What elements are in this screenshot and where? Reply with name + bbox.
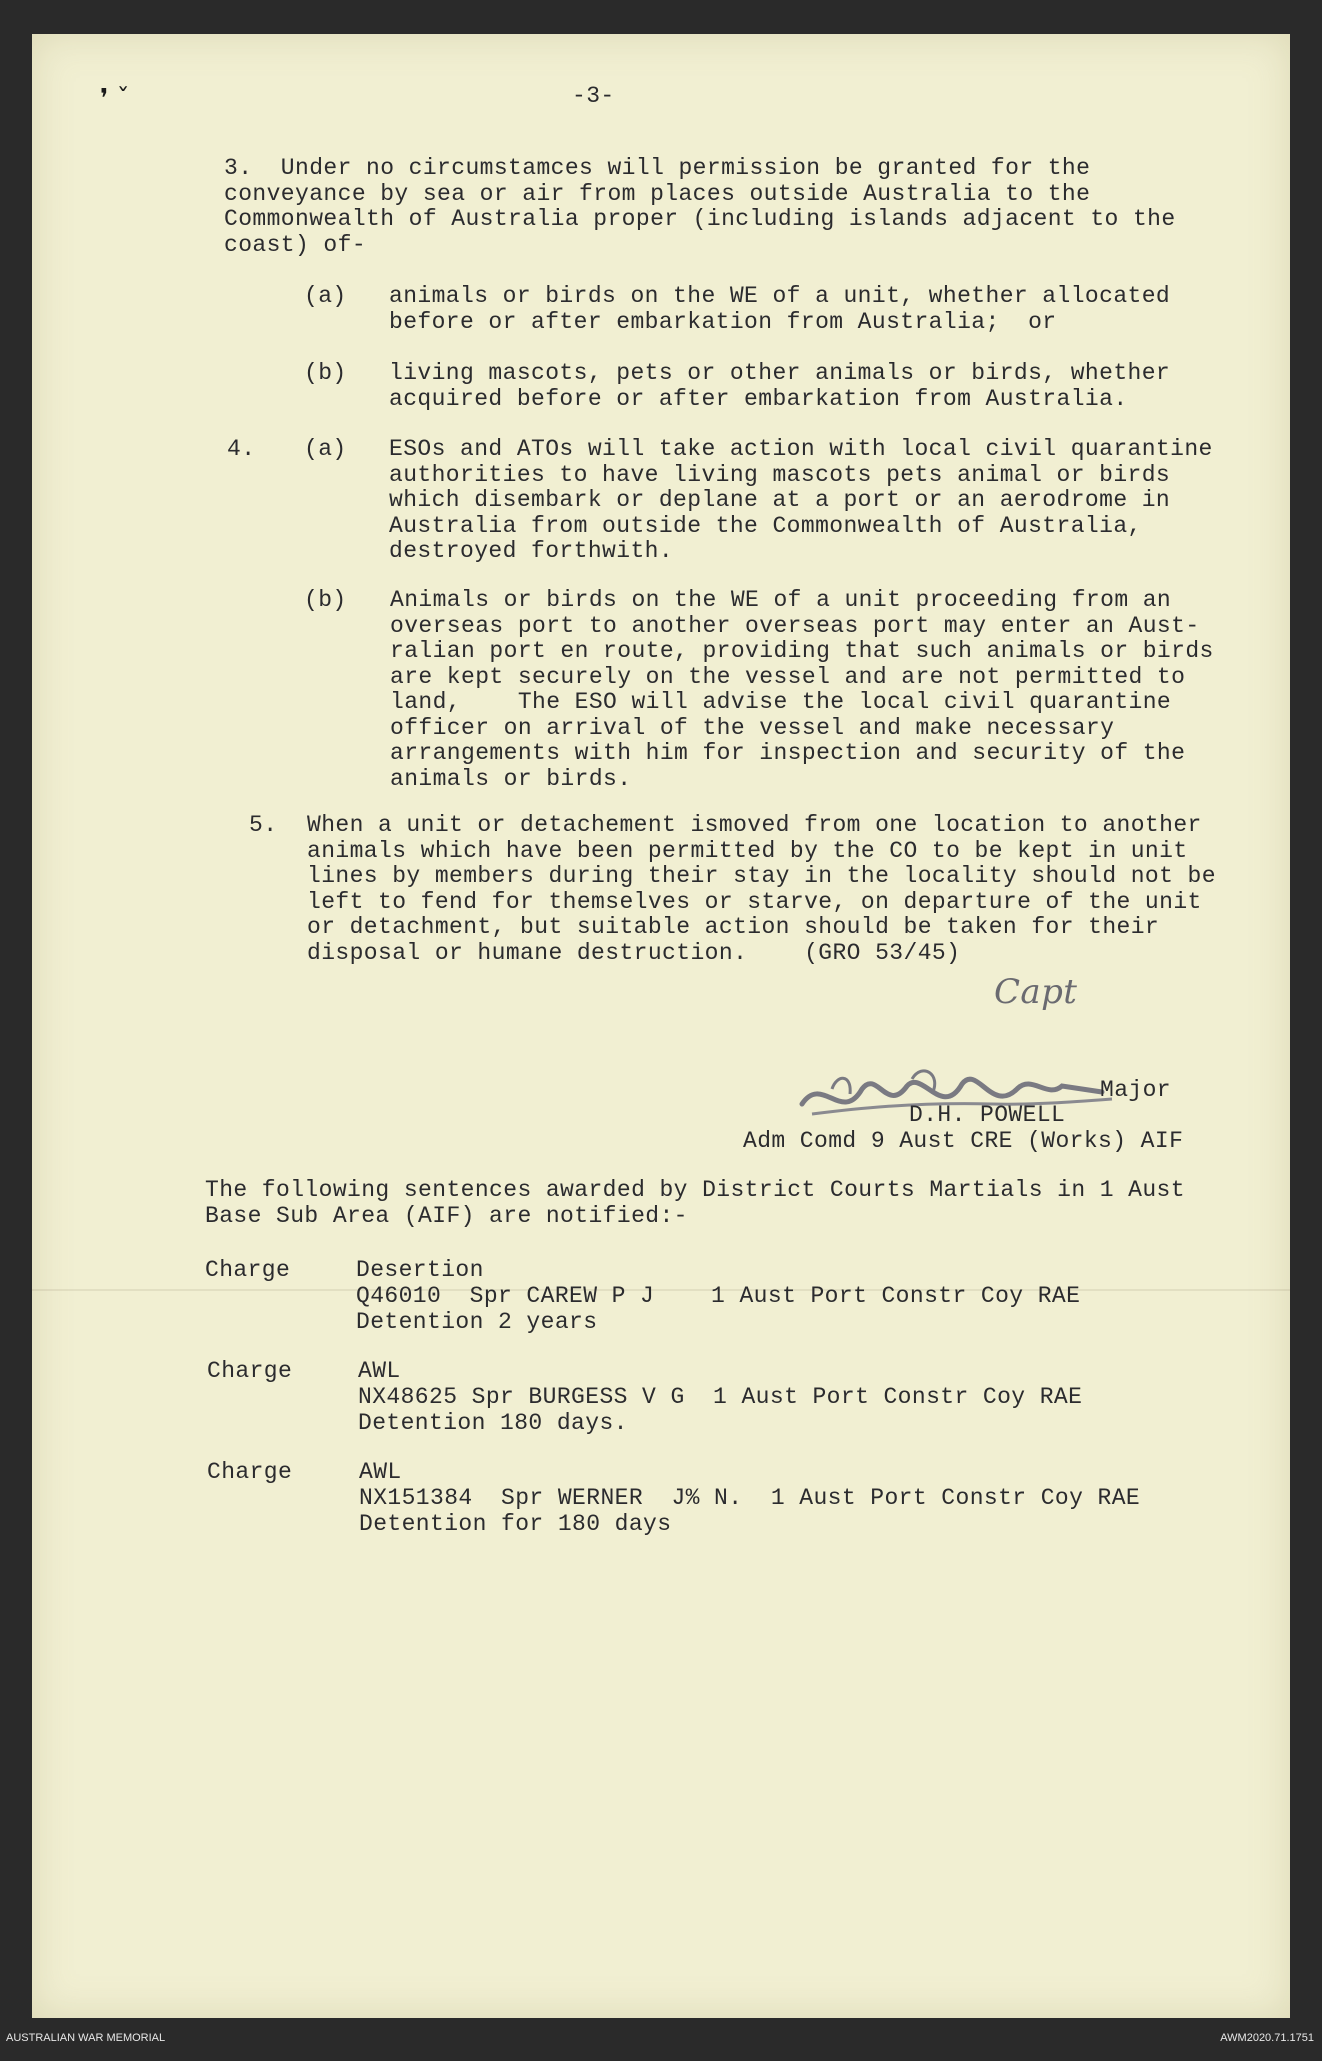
para4-a-text: ESOs and ATOs will take action with local civil quarantine authorities to have living mascots pets animal or birds which disembark or deplane at a port or an aerodrome in Australia from outside the Commonwealth of Australia, destroyed forthwith. (389, 436, 1213, 564)
signatory-rank: Major (1100, 1077, 1172, 1103)
page-number: -3- (572, 83, 615, 109)
charge-label: Charge (205, 1257, 291, 1283)
footer-institution: AUSTRALIAN WAR MEMORIAL (6, 2032, 166, 2044)
charge-soldier: NX151384 Spr WERNER J% N. 1 Aust Port Constr Coy RAE (359, 1485, 1141, 1511)
para3-b-text: living mascots, pets or other animals or birds, whether acquired before or after embarkation from Australia. (389, 360, 1171, 412)
para4-number: 4. (227, 436, 256, 462)
sentences-intro: The following sentences awarded by District Courts Martials in 1 Aust Base Sub Area (AIF) are notified:- (205, 1177, 1185, 1229)
charge-sentence: Detention 2 years (356, 1309, 598, 1335)
charge-offence: Desertion (356, 1257, 484, 1283)
para5-text: When a unit or detachement ismoved from one location to another animals which have been permitted by the CO to be kept in unit lines by members during their stay in the locality should not be left to fend for themselves or starve, on departure of the unit or detachment, but suitable action should be taken for their disposal or humane destruction. (GRO 53/45) (307, 812, 1216, 966)
charge-offence: AWL (358, 1358, 401, 1384)
signatory-name: D.H. POWELL (909, 1102, 1066, 1128)
charge-sentence: Detention 180 days. (358, 1410, 628, 1436)
para4-a-marker: (a) (304, 436, 347, 462)
ink-mark: ❜ ˇ (100, 84, 130, 114)
charge-soldier: Q46010 Spr CAREW P J 1 Aust Port Constr Coy RAE (356, 1283, 1081, 1309)
charge-soldier: NX48625 Spr BURGESS V G 1 Aust Port Constr Coy RAE (358, 1384, 1083, 1410)
para3-b-marker: (b) (304, 360, 347, 386)
paragraph-3: 3. Under no circumstamces will permission be granted for the conveyance by sea or air from places outside Australia to the Commonwealth of Australia proper (including islands adjacent to the coast) of- (224, 155, 1176, 258)
para4-b-marker: (b) (304, 587, 347, 613)
para5-number: 5. (249, 812, 278, 838)
para4-b-text: Animals or birds on the WE of a unit proceeding from an overseas port to another overseas port may enter an Aust- ralian port en route, providing that such animals or birds are kept securely on the vessel and are not permitted to land, The ESO will advise the local civil quarantine officer on arrival of the vessel and make necessary arrangements with him for inspection and security of the animals or birds. (390, 587, 1214, 792)
para3-a-text: animals or birds on the WE of a unit, whether allocated before or after embarkation from Australia; or (389, 283, 1171, 335)
footer-accession-number: AWM2020.71.1751 (1220, 2032, 1314, 2044)
signatory-appointment: Adm Comd 9 Aust CRE (Works) AIF (743, 1128, 1184, 1154)
charge-offence: AWL (359, 1459, 402, 1485)
handwritten-capt: Capt (994, 972, 1078, 1012)
document-page (32, 34, 1290, 2018)
charge-label: Charge (207, 1459, 293, 1485)
charge-label: Charge (207, 1358, 293, 1384)
para3-a-marker: (a) (304, 283, 347, 309)
charge-sentence: Detention for 180 days (359, 1511, 672, 1537)
archive-footer (0, 2019, 1322, 2061)
